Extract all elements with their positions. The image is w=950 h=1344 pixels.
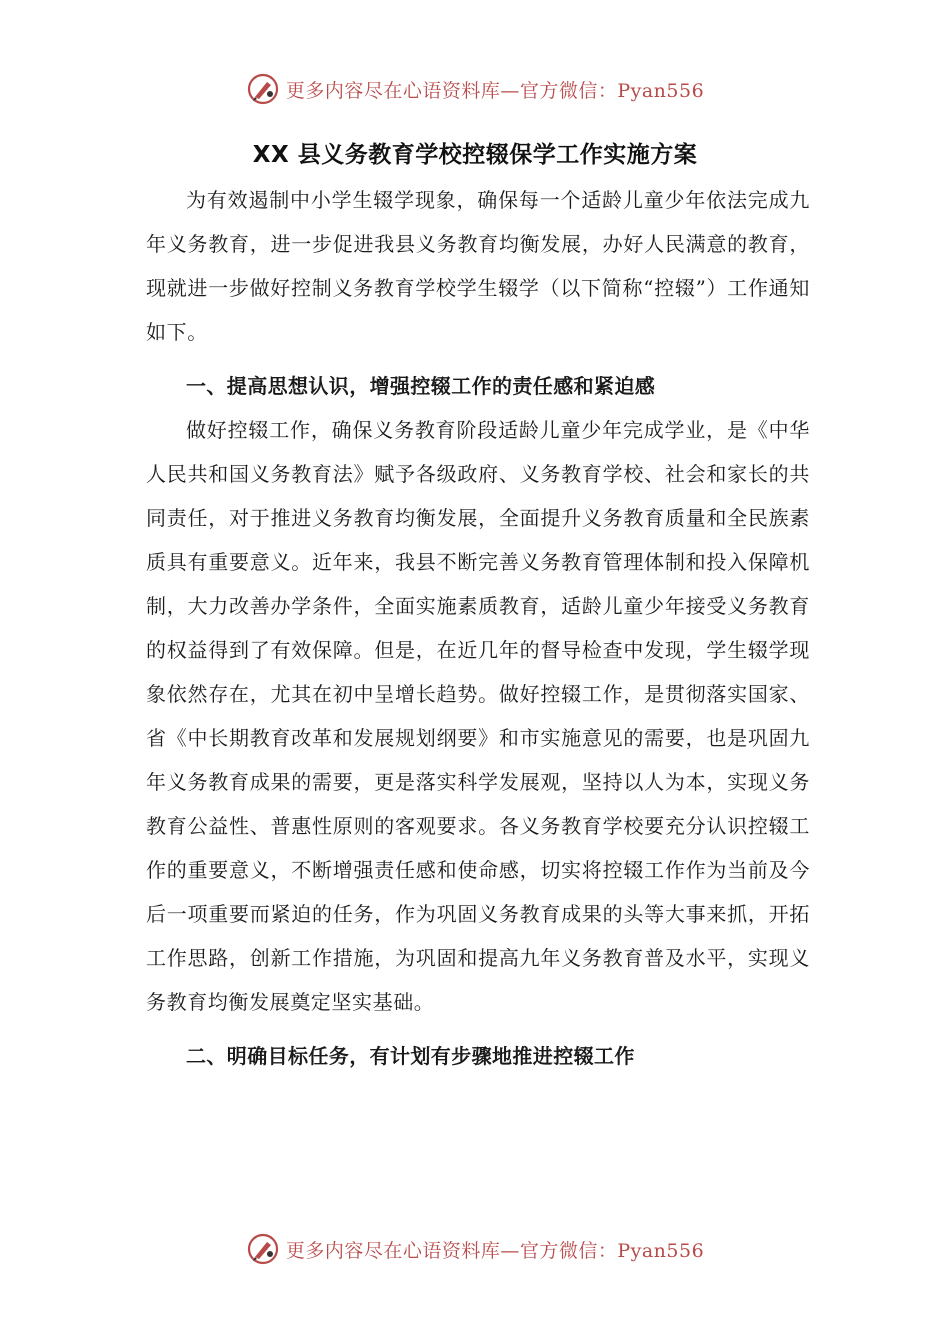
footer-banner	[0, 1232, 950, 1266]
pen-circle-logo-icon	[246, 1232, 280, 1266]
document-body	[146, 178, 810, 1078]
intro-paragraph: 为有效遏制中小学生辍学现象，确保每一个适龄儿童少年依法完成九年义务教育，进一步促进我县义务教育均衡发展，办好人民满意的教育，现就进一步做好控制义务教育学校学生辍学（以下简称“控辍”）工作通知如下。	[146, 188, 810, 344]
pen-circle-logo-icon	[246, 72, 280, 106]
document-title: XX 县义务教育学校控辍保学工作实施方案	[252, 142, 698, 168]
header-banner	[0, 72, 950, 106]
banner-text: 更多内容尽在心语资料库—官方微信：Pyan556	[285, 79, 705, 102]
banner-text: 更多内容尽在心语资料库—官方微信：Pyan556	[285, 1239, 705, 1262]
section-1-heading: 一、提高思想认识，增强控辍工作的责任感和紧迫感	[186, 374, 656, 398]
section-1-paragraph: 做好控辍工作，确保义务教育阶段适龄儿童少年完成学业，是《中华人民共和国义务教育法》赋予各级政府、义务教育学校、社会和家长的共同责任，对于推进义务教育均衡发展，全面提升义务教育质量和全民族素质具有重要意义。近年来，我县不断完善义务教育管理体制和投入保障机制，大力改善办学条件，全面实施素质教育，适龄儿童少年接受义务教育的权益得到了有效保障。但是，在近几年的督导检查中发现，学生辍学现象依然存在，尤其在初中呈增长趋势。做好控辍工作，是贯彻落实国家、省《中长期教育改革和发展规划纲要》和市实施意见的需要，也是巩固九年义务教育成果的需要，更是落实科学发展观，坚持以人为本，实现义务教育公益性、普惠性原则的客观要求。各义务教育学校要充分认识控辍工作的重要意义，不断增强责任感和使命感，切实将控辍工作作为当前及今后一项重要而紧迫的任务，作为巩固义务教育成果的头等大事来抓，开拓工作思路，创新工作措施，为巩固和提高九年义务教育普及水平，实现义务教育均衡发展奠定坚实基础。	[146, 418, 810, 1014]
section-2-heading: 二、明确目标任务，有计划有步骤地推进控辍工作	[186, 1044, 635, 1068]
